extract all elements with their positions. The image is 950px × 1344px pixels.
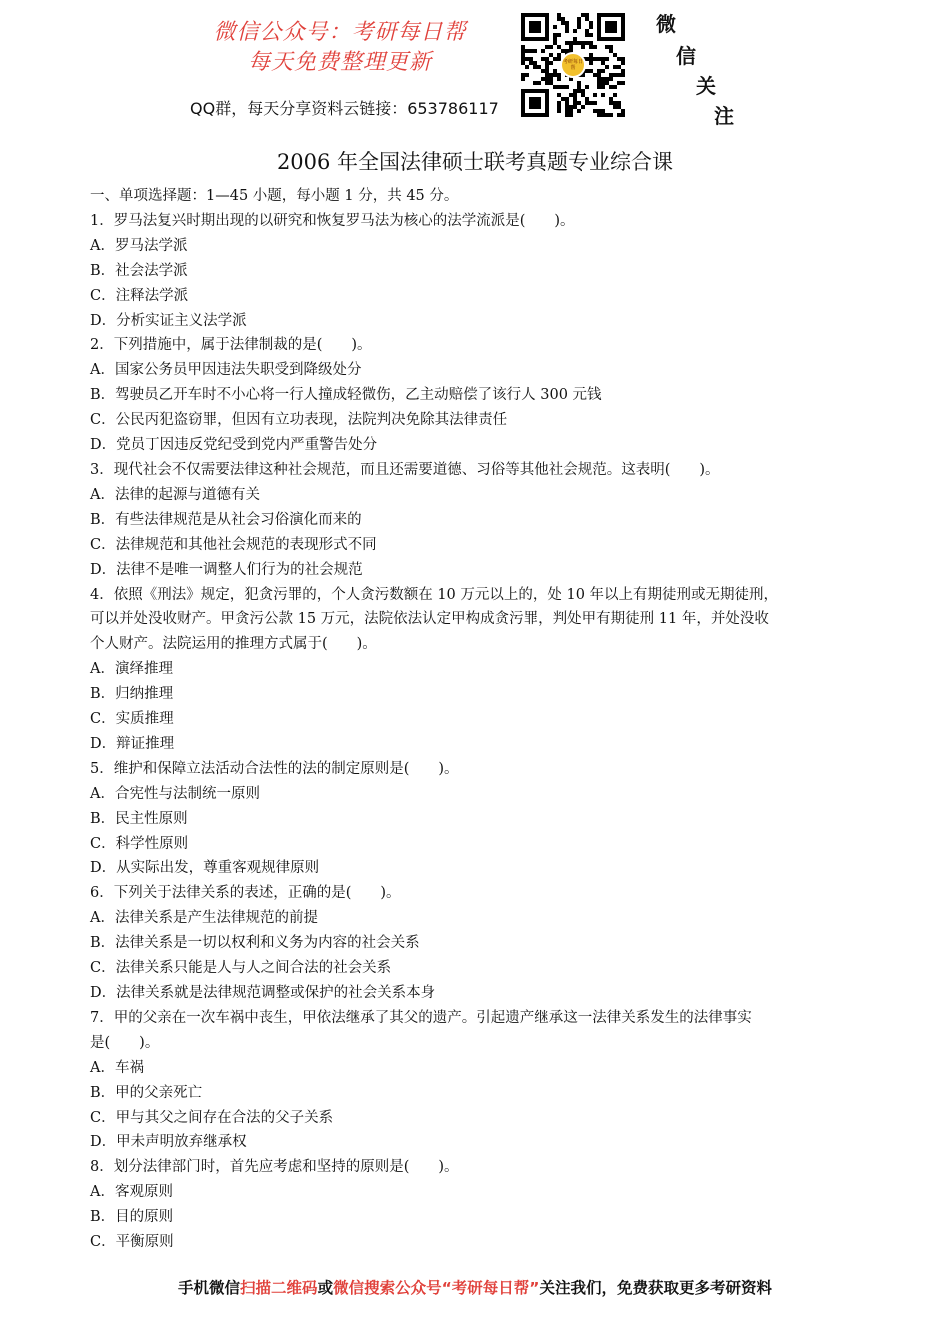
content-line: B．甲的父亲死亡 xyxy=(90,1084,203,1101)
content-line: A．车祸 xyxy=(90,1059,144,1076)
promo-line-2: 每天免费整理更新 xyxy=(247,50,432,75)
content-line: D．辩证推理 xyxy=(90,735,175,752)
content-line: 2．下列措施中，属于法律制裁的是( )。 xyxy=(90,337,372,354)
follow-char: 注 xyxy=(714,104,734,128)
content-line: D．法律不是唯一调整人们行为的社会规范 xyxy=(90,561,363,578)
content-line: D．甲未声明放弃继承权 xyxy=(90,1134,247,1151)
content-line: D．从实际出发，尊重客观规律原则 xyxy=(90,860,320,877)
footer-banner xyxy=(0,1276,950,1298)
content-line: C．科学性原则 xyxy=(90,835,189,852)
content-line: 6．下列关于法律关系的表述，正确的是( )。 xyxy=(90,885,401,902)
content-line: C．注释法学派 xyxy=(90,287,189,304)
content-line: 一、单项选择题：1—45 小题，每小题 1 分，共 45 分。 xyxy=(90,188,459,204)
content-line: 1．罗马法复兴时期出现的以研究和恢复罗马法为核心的法学流派是( )。 xyxy=(90,212,575,229)
content-line: A．法律关系是产生法律规范的前提 xyxy=(90,910,318,927)
content-line: D．党员丁因违反党纪受到党内严重警告处分 xyxy=(90,437,378,454)
content-line: 7．甲的父亲在一次车祸中丧生，甲依法继承了其父的遗产。引起遗产继承这一法律关系发生的法律事实 xyxy=(90,1009,752,1026)
footer-text-2: 扫描二维码 xyxy=(240,1279,318,1297)
content-line: B．驾驶员乙开车时不小心将一行人撞成轻微伤，乙主动赔偿了该行人 300 元钱 xyxy=(90,387,602,404)
content-line: A．国家公务员甲因违法失职受到降级处分 xyxy=(90,362,362,379)
footer-text-3: 或 xyxy=(317,1279,334,1297)
content-line: B．社会法学派 xyxy=(90,262,188,279)
content-line: C．公民丙犯盗窃罪，但因有立功表现，法院判决免除其法律责任 xyxy=(90,412,508,429)
vertical-follow-text xyxy=(652,8,742,128)
footer-text-4: 微信搜索公众号“考研每日帮” xyxy=(333,1279,540,1297)
content-line: D．法律关系就是法律规范调整或保护的社会关系本身 xyxy=(90,985,436,1001)
exam-content xyxy=(90,184,870,1255)
content-line: B．目的原则 xyxy=(90,1209,174,1226)
page-title: 2006 年全国法律硕士联考真题专业综合课 xyxy=(276,150,674,174)
content-line: 可以并处没收财产。甲贪污公款 15 万元，法院依法认定甲构成贪污罪，判处甲有期徒刑 11 年，并处没收 xyxy=(90,611,769,628)
content-line: 3．现代社会不仅需要法律这种社会规范，而且还需要道德、习俗等其他社会规范。这表明( )。 xyxy=(90,461,720,478)
qq-group-line: QQ群，每天分享资料云链接：653786117 xyxy=(190,99,499,118)
content-line: 8．划分法律部门时，首先应考虑和坚持的原则是( )。 xyxy=(90,1159,459,1176)
content-line: C．法律规范和其他社会规范的表现形式不同 xyxy=(90,536,377,553)
content-line: A．演绎推理 xyxy=(90,661,173,678)
content-line: B．民主性原则 xyxy=(90,810,188,827)
content-line: C．法律关系只能是人与人之间合法的社会关系 xyxy=(90,960,392,977)
qr-logo: 考研每日帮 xyxy=(560,52,586,78)
content-line: A．法律的起源与道德有关 xyxy=(90,486,260,503)
content-line: C．平衡原则 xyxy=(90,1234,174,1251)
content-line: 5．维护和保障立法活动合法性的法的制定原则是( )。 xyxy=(90,760,459,777)
content-line: D．分析实证主义法学派 xyxy=(90,312,247,329)
content-line: 是( )。 xyxy=(90,1034,160,1051)
footer-text-5: 关注我们，免费获取更多考研资料 xyxy=(539,1279,772,1297)
promo-line-1: 微信公众号：考研每日帮 xyxy=(213,20,467,45)
follow-char: 关 xyxy=(696,74,716,98)
content-line: B．归纳推理 xyxy=(90,686,174,703)
content-line: 4．依照《刑法》规定，犯贪污罪的，个人贪污数额在 10 万元以上的，处 10 年以上有期徒刑或无期徒刑， xyxy=(90,586,779,603)
content-line: C．甲与其父之间存在合法的父子关系 xyxy=(90,1109,334,1126)
promo-banner xyxy=(190,18,490,78)
qr-code-icon xyxy=(520,12,626,118)
content-line: B．有些法律规范是从社会习俗演化而来的 xyxy=(90,511,362,528)
content-line: B．法律关系是一切以权利和义务为内容的社会关系 xyxy=(90,935,420,952)
content-line: A．罗马法学派 xyxy=(90,237,188,254)
follow-char: 信 xyxy=(676,44,696,68)
follow-char: 微 xyxy=(656,12,676,36)
content-line: A．合宪性与法制统一原则 xyxy=(90,785,260,802)
content-line: A．客观原则 xyxy=(90,1184,173,1201)
content-line: 个人财产。法院运用的推理方式属于( )。 xyxy=(90,636,377,653)
footer-text-1: 手机微信 xyxy=(178,1279,241,1297)
content-line: C．实质推理 xyxy=(90,711,174,728)
